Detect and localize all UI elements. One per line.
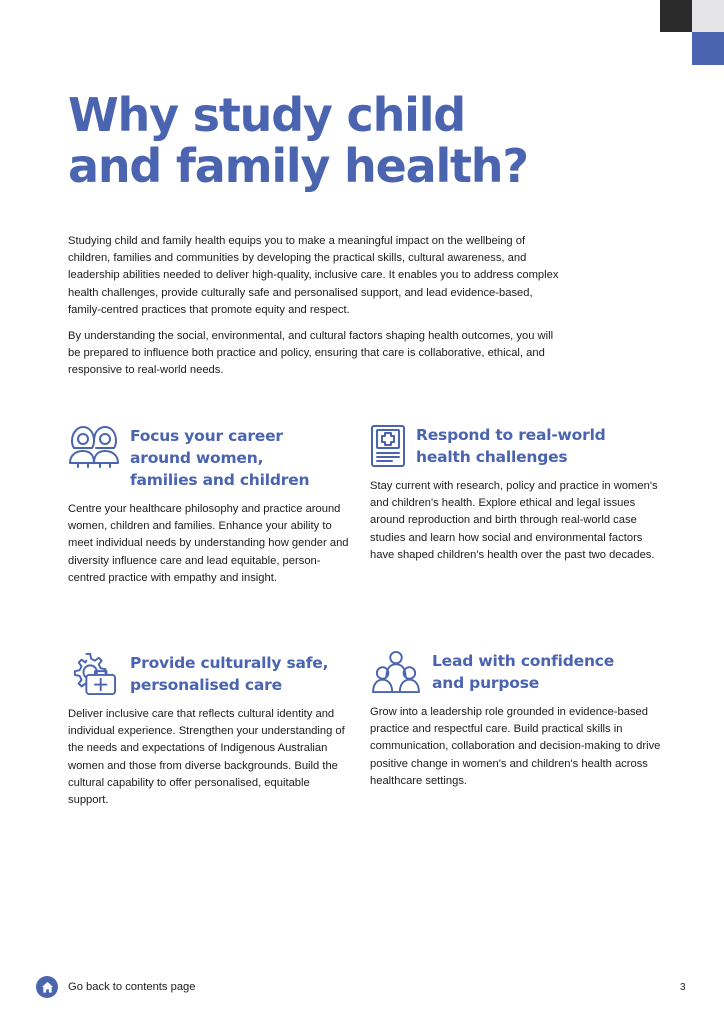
feature-lead-confidence [370,650,662,790]
corner-block-grey [692,0,724,32]
feature-title-line: families and children [130,471,310,489]
feature-body: Deliver inclusive care that reflects cultural identity and individual experience. Strengthen your understanding of the needs and expectations of Indigenous Australian women and those from diverse backgrounds. Build the cultural capability to offer personalised, equitable support. [68,708,345,807]
feature-title [130,652,328,696]
page-title-line-1: Why study child [68,88,466,142]
back-to-contents-link[interactable] [36,976,196,998]
corner-block-blue [692,32,724,65]
feature-title-line: personalised care [130,676,282,694]
feature-body: Stay current with research, policy and practice in women's and children's health. Explore ethical and legal issues around reproduction and birth through real-world case studies and learn how social and environmental factors have shaped children's health over the past two decades. [370,480,658,561]
medical-document-icon [370,424,406,468]
feature-title [416,424,606,468]
feature-title [432,650,614,694]
intro-paragraph-2: By understanding the social, environmental, and cultural factors shaping health outcomes, you will be prepared to influence both practice and policy, ensuring that care is collaborative, ethical, and responsive to real-world needs. [68,330,554,377]
gear-medical-kit-icon [68,652,120,696]
intro-text [68,233,568,380]
feature-title-line: and purpose [432,674,540,692]
feature-body: Centre your healthcare philosophy and practice around women, children and families. Enhance your ability to meet individual needs by understanding how gender and diversity influence care and lead equitable, person-centred practice with empathy and insight. [68,503,349,584]
feature-title-line: Provide culturally safe, [130,654,329,672]
page-title-line-2: and family health? [68,139,528,193]
feature-title-line: Lead with confidence [432,652,615,670]
home-icon[interactable] [36,976,58,998]
group-leader-icon [370,650,422,694]
feature-title-line: Respond to real-world [416,426,606,444]
feature-culturally-safe [68,652,353,809]
feature-title-line: around women, [130,449,264,467]
feature-title-line: health challenges [416,448,568,466]
feature-body: Grow into a leadership role grounded in evidence-based practice and respectful care. Build practical skills in communication, collaboration and decision-making to drive positive change in women's and children's health across healthcare settings. [370,706,661,787]
intro-paragraph-1: Studying child and family health equips you to make a meaningful impact on the wellbeing of children, families and communities by developing the practical skills, cultural awareness, and leadership abilities needed to deliver high-quality, inclusive care. It enables you to address complex health challenges, provide culturally safe and personalised support, and lead evidence-based, family-centred practices that promote equity and respect. [68,235,559,316]
feature-title [130,425,309,491]
back-to-contents-label[interactable]: Go back to contents page [68,981,196,993]
page-number: 3 [680,982,686,993]
corner-block-dark [660,0,692,32]
page-title [68,90,628,192]
family-people-icon [68,425,120,469]
feature-real-world [370,424,662,564]
feature-focus-career [68,425,353,587]
feature-title-line: Focus your career [130,427,283,445]
